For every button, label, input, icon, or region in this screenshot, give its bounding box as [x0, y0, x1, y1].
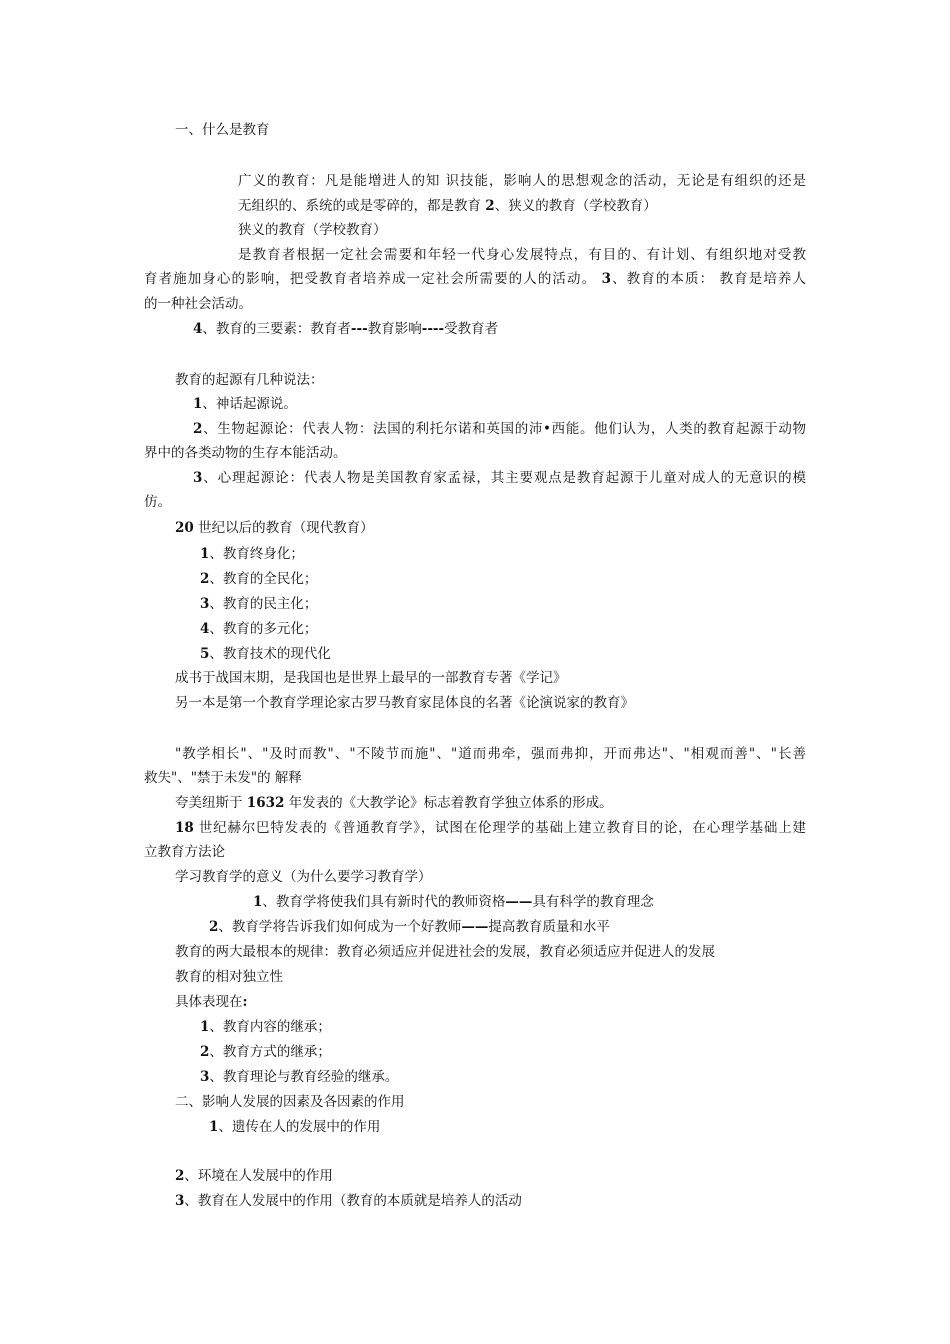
- herbart-line2: 立教育方法论: [144, 844, 225, 860]
- manifest-item: 1、教育内容的继承；: [200, 1019, 331, 1035]
- manifest-title: 具体表现在:: [175, 994, 248, 1010]
- narrow-education-line3: 的一种社会活动。: [144, 296, 252, 312]
- modern-education-title: 20 世纪以后的教育（现代教育）: [175, 520, 374, 536]
- quintilian-line: 另一本是第一个教育学理论家古罗马教育家昆体良的名著《论演说家的教育》: [175, 695, 634, 711]
- three-elements-line: 4、教育的三要素：教育者---教育影响----受教育者: [193, 321, 499, 337]
- two-laws-line: 教育的两大最根本的规律：教育必须适应并促进社会的发展，教育必须适应并促进人的发展: [175, 944, 715, 960]
- meaning-item-1: 1、教育学将使我们具有新时代的教师资格——具有科学的教育理念: [253, 894, 654, 910]
- origin-item-1: 1、神话起源说。: [193, 396, 297, 412]
- origin-item-3-line2: 仿。: [144, 494, 171, 510]
- quotes-line1: "教学相长"、"及时而教"、"不陵节而施"、"道而弗牵，强而弗抑，开而弗达"、"相观而善"、"长善: [175, 746, 806, 762]
- modern-item: 1、教育终身化；: [200, 546, 304, 562]
- modern-item: 3、教育的民主化；: [200, 596, 318, 612]
- narrow-education-line2: 育者施加身心的影响，把受教育者培养成一定社会所需要的人的活动。 3、教育的本质： 教育是培养人: [144, 271, 806, 287]
- origin-intro: 教育的起源有几种说法：: [175, 372, 324, 388]
- comenius-line: 夸美纽斯于 1632 年发表的《大教学论》标志着教育学独立体系的形成。: [175, 795, 613, 811]
- independence-line: 教育的相对独立性: [175, 969, 283, 985]
- broad-education-line2: 无组织的、系统的或是零碎的，都是教育 2、狭义的教育（学校教育）: [238, 198, 657, 214]
- origin-item-2-line1: 2、生物起源论：代表人物：法国的利托尔诺和英国的沛•西能。他们认为，人类的教育起源于动物: [193, 421, 806, 437]
- narrow-education-line1: 是教育者根据一定社会需要和年轻一代身心发展特点，有目的、有计划、有组织地对受教: [238, 247, 806, 263]
- factor-item-1: 1、遗传在人的发展中的作用: [209, 1119, 381, 1135]
- origin-item-2-line2: 界中的各类动物的生存本能活动。: [144, 445, 347, 461]
- meaning-item-2: 2、教育学将告诉我们如何成为一个好教师——提高教育质量和水平: [209, 919, 610, 935]
- herbart-line1: 18 世纪赫尔巴特发表的《普通教育学》，试图在伦理学的基础上建立教育目的论，在心理学基础上建: [175, 820, 806, 836]
- origin-item-3-line1: 3、心理起源论：代表人物是美国教育家孟禄，其主要观点是教育起源于儿童对成人的无意识的模: [193, 470, 806, 486]
- modern-item: 2、教育的全民化；: [200, 571, 318, 587]
- xueji-line: 成书于战国末期，是我国也是世界上最早的一部教育专著《学记》: [175, 670, 567, 686]
- factor-item-3: 3、教育在人发展中的作用（教育的本质就是培养人的活动: [175, 1193, 522, 1209]
- section1-heading: 一、什么是教育: [175, 122, 270, 138]
- factor-item-2: 2、环境在人发展中的作用: [175, 1168, 333, 1184]
- manifest-item: 3、教育理论与教育经验的继承。: [200, 1069, 399, 1085]
- broad-education-line1: 广义的教育：凡是能增进人的知 识技能，影响人的思想观念的活动，无论是有组织的还是: [238, 173, 806, 189]
- meaning-title: 学习教育学的意义（为什么要学习教育学）: [175, 869, 432, 885]
- quotes-line2: 救失"、"禁于未发"的 解释: [144, 770, 302, 786]
- modern-item: 4、教育的多元化；: [200, 621, 318, 637]
- section2-heading: 二、影响人发展的因素及各因素的作用: [175, 1094, 405, 1110]
- modern-item: 5、教育技术的现代化: [200, 646, 331, 662]
- narrow-education-title: 狭义的教育（学校教育）: [238, 222, 387, 238]
- manifest-item: 2、教育方式的继承；: [200, 1044, 331, 1060]
